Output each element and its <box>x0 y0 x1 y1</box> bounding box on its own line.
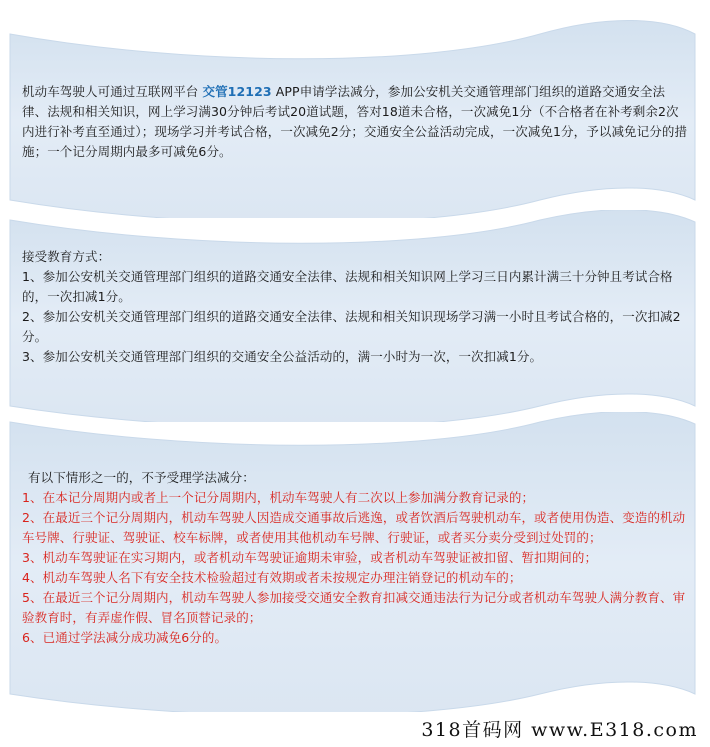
exclusion-item-2: 2、在最近三个记分周期内，机动车驾驶人因造成交通事故后逃逸，或者饮酒后驾驶机动车，或者使用伪造、变造的机动车号牌、行驶证、驾驶证、校车标牌，或者使用其他机动车号牌、行驶证，或者买分卖分受到过处罚的； <box>22 510 686 545</box>
education-heading: 接受教育方式： <box>22 249 111 264</box>
app-name-highlight: 交管12123 <box>202 84 272 99</box>
info-panel-exclusions <box>0 412 710 712</box>
education-item-1: 1、参加公安机关交通管理部门组织的道路交通安全法律、法规和相关知识网上学习三日内累计满三十分钟且考试合格的，一次扣减1分。 <box>22 269 673 304</box>
education-section <box>22 247 690 367</box>
exclusion-item-6: 6、已通过学法减分成功减免6分的。 <box>22 630 228 645</box>
education-item-2: 2、参加公安机关交通管理部门组织的道路交通安全法律、法规和相关知识现场学习满一小时且考试合格的，一次扣减2分。 <box>22 309 681 344</box>
exclusion-item-3: 3、机动车驾驶证在实习期内，或者机动车驾驶证逾期未审验，或者机动车驾驶证被扣留、暂扣期间的； <box>22 550 598 565</box>
intro-text-post: APP申请学法减分，参加公安机关交通管理部门组织的道路交通安全法律、法规和相关知识，网上学习满30分钟后考试20道试题，答对18道未合格，一次减免1分（不合格者在补考剩余2次内进行补考直至通过）；现场学习并考试合格，一次减免2分；交通安全公益活动完成，一次减免1分，予以减免记分的措施；一个记分周期内最多可减免6分。 <box>22 84 688 159</box>
exclusions-heading: 有以下情形之一的，不予受理学法减分： <box>28 470 255 485</box>
site-watermark: 318首码网 www.E318.com <box>421 719 698 741</box>
intro-text-pre: 机动车驾驶人可通过互联网平台 <box>22 84 203 99</box>
education-item-3: 3、参加公安机关交通管理部门组织的交通安全公益活动的，满一小时为一次，一次扣减1分。 <box>22 349 543 364</box>
exclusion-item-5: 5、在最近三个记分周期内，机动车驾驶人参加接受交通安全教育扣减交通违法行为记分或者机动车驾驶人满分教育、审验教育时，有弄虚作假、冒名顶替记录的； <box>22 590 686 625</box>
intro-paragraph <box>22 82 690 162</box>
exclusions-section <box>22 468 690 648</box>
exclusion-item-4: 4、机动车驾驶人名下有安全技术检验超过有效期或者未按规定办理注销登记的机动车的； <box>22 570 522 585</box>
info-panel-intro <box>0 8 710 218</box>
exclusion-item-1: 1、在本记分周期内或者上一个记分周期内，机动车驾驶人有二次以上参加满分教育记录的； <box>22 490 535 505</box>
info-panel-education <box>0 210 710 422</box>
